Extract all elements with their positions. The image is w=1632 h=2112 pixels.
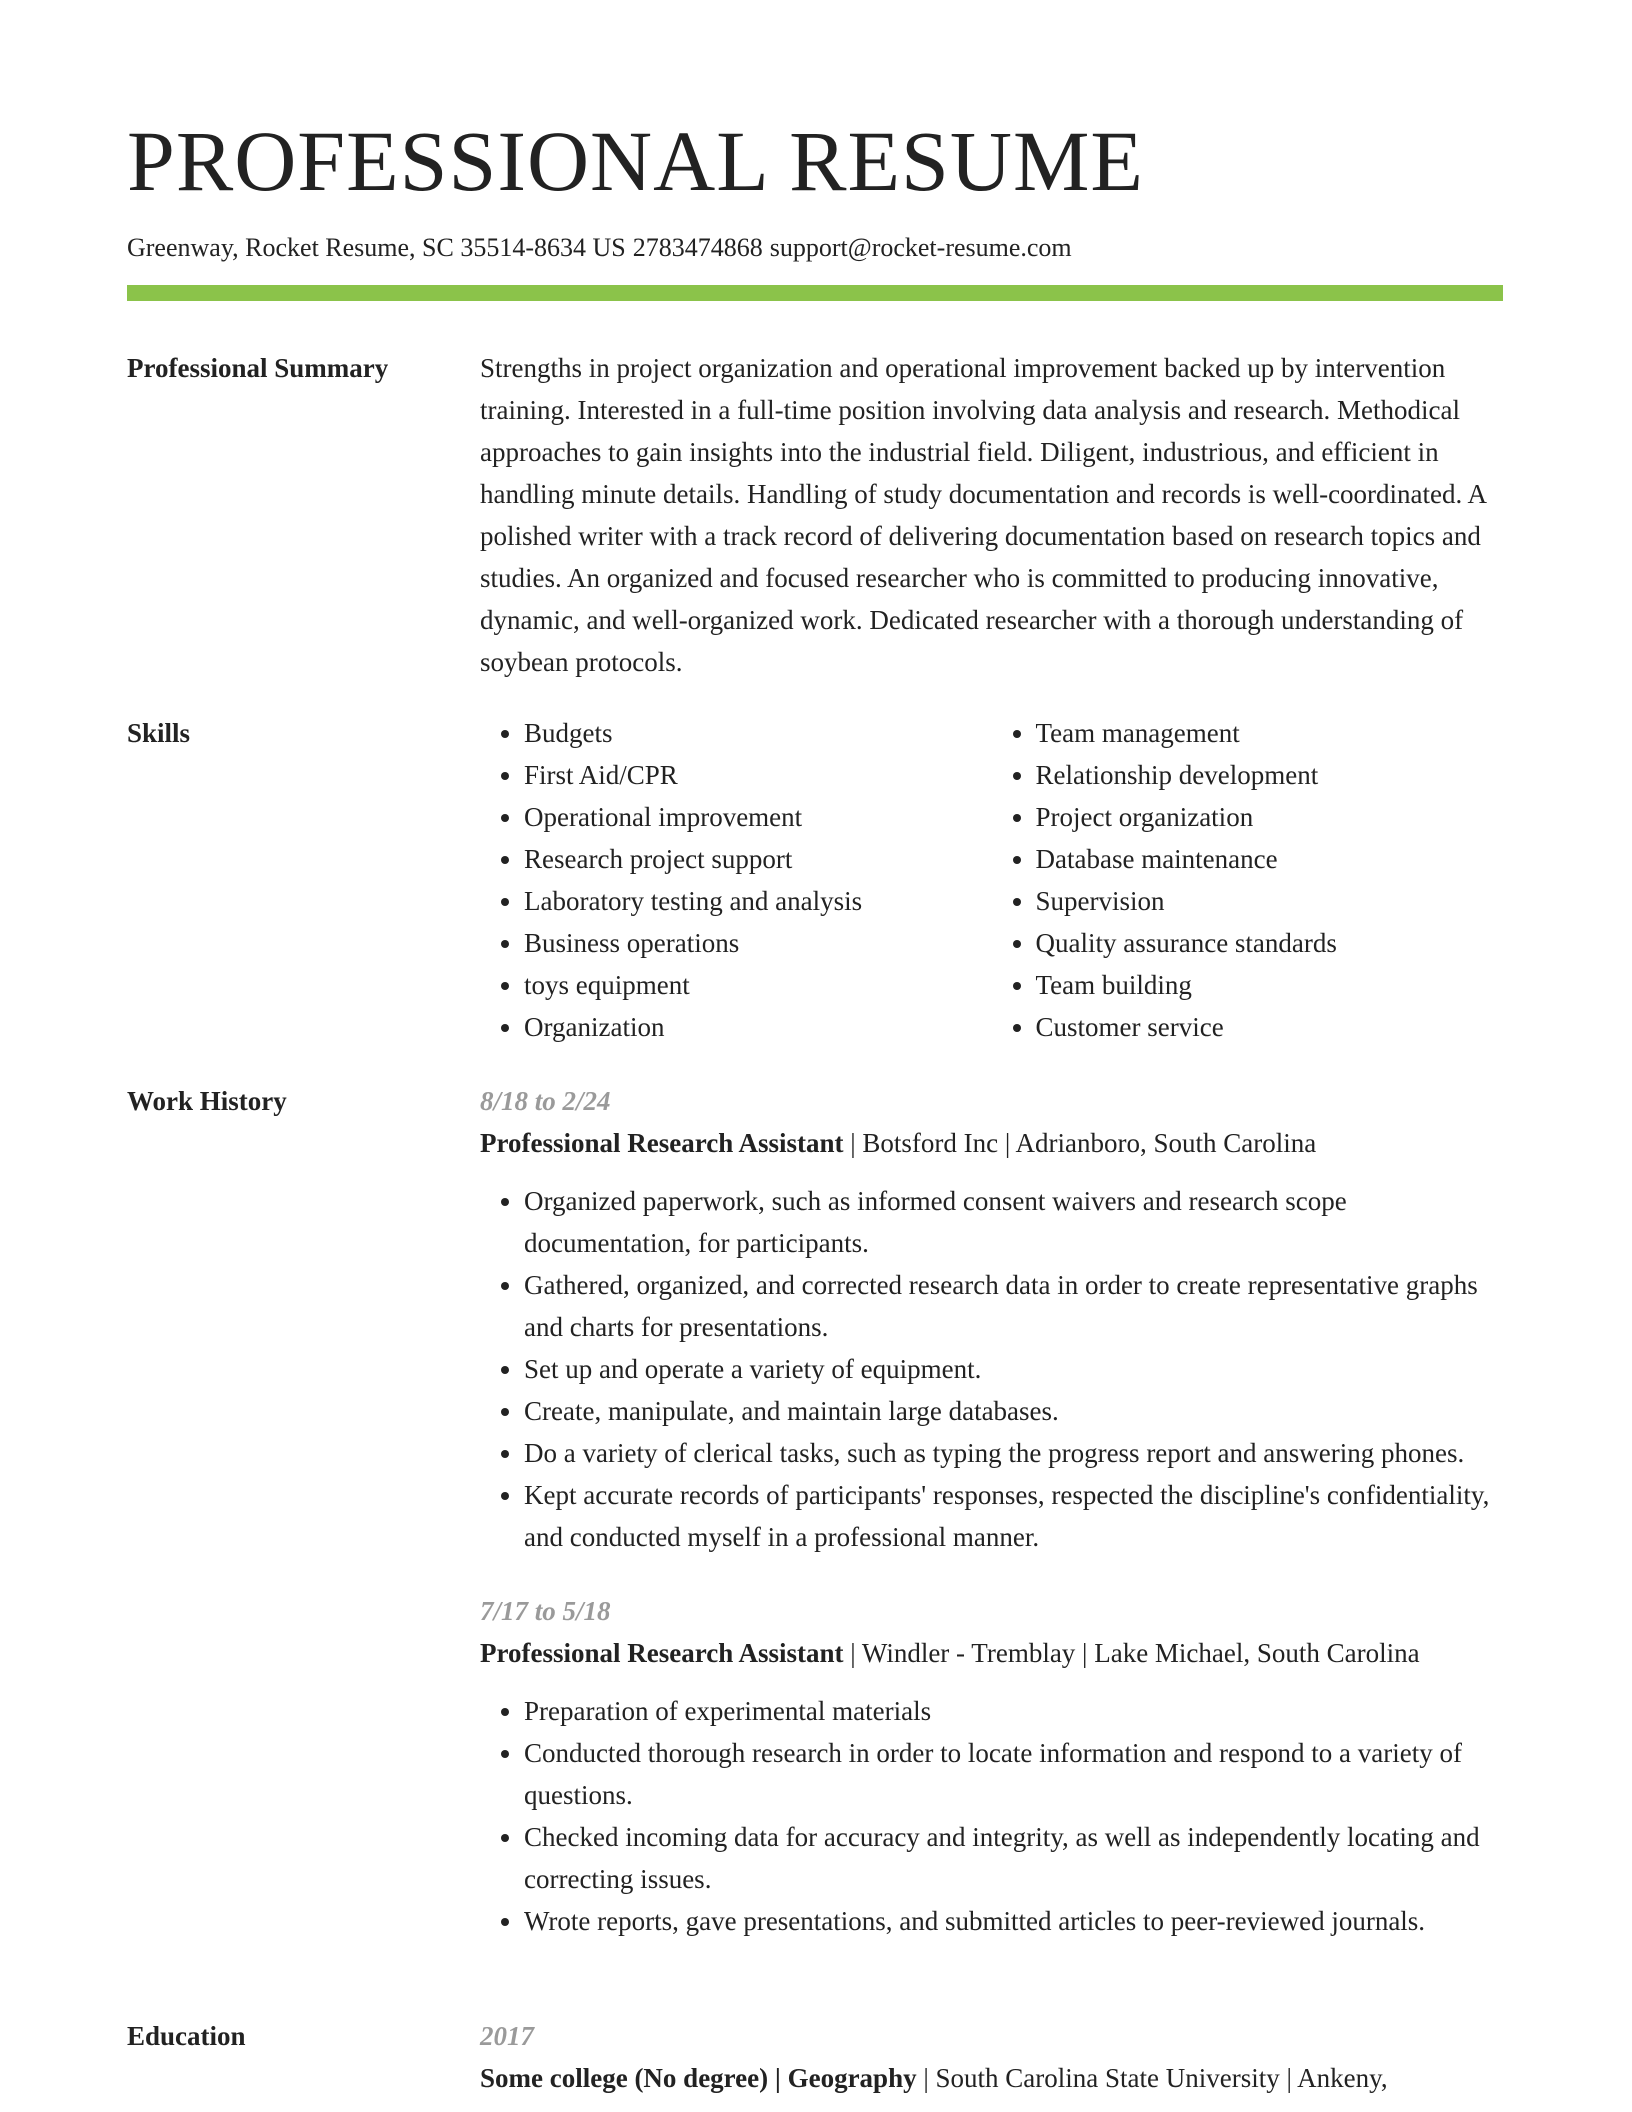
summary-heading: Professional Summary (127, 353, 389, 383)
job-bullet: • Create, manipulate, and maintain large databases. (524, 1390, 1503, 1432)
skills-heading: Skills (127, 718, 191, 748)
job-entry (480, 1080, 1503, 1558)
job-dates: 8/18 to 2/24 (480, 1086, 611, 1116)
education-degree: Some college (No degree) | Geography (480, 2063, 917, 2093)
job-bullet: • Gathered, organized, and corrected research data in order to create representative graphs and charts for presentations. (524, 1264, 1503, 1348)
skill-item: • Relationship development (1036, 754, 1504, 796)
skill-item: • toys equipment (524, 964, 992, 1006)
job-entry (480, 1590, 1503, 1942)
skill-item: • Quality assurance standards (1036, 922, 1504, 964)
contact-phone: 2783474868 (632, 233, 763, 262)
job-heading (480, 1122, 1503, 1164)
education-details: | South Carolina State University | Ankeny, (916, 2063, 1388, 2093)
education-heading-line (480, 2057, 1503, 2099)
skill-item: • First Aid/CPR (524, 754, 992, 796)
job-bullet: • Do a variety of clerical tasks, such as typing the progress report and answering phones. (524, 1432, 1503, 1474)
job-details: | Botsford Inc | Adrianboro, South Carolina (843, 1128, 1317, 1158)
skill-item: • Team building (1036, 964, 1504, 1006)
job-bullet: • Checked incoming data for accuracy and integrity, as well as independently locating and correcting issues. (524, 1816, 1503, 1900)
job-bullets (480, 1690, 1503, 1942)
skill-item: • Business operations (524, 922, 992, 964)
skill-item: • Team management (1036, 712, 1504, 754)
job-bullet: • Preparation of experimental materials (524, 1690, 1503, 1732)
job-bullets (480, 1180, 1503, 1558)
skill-item: • Research project support (524, 838, 992, 880)
skill-item: • Organization (524, 1006, 992, 1048)
contact-email: support@rocket-resume.com (769, 233, 1072, 262)
skills-list-left (480, 712, 992, 1048)
summary-text: Strengths in project organization and operational improvement backed up by intervention training. Interested in a full-time position involving data analysis and research. Methodical approaches to gain insights into the industrial field. Diligent, industrious, and efficient in handling minute details. Handling of study documentation and records is well-coordinated. A polished writer with a track record of delivering documentation based on research topics and studies. An organized and focused researcher who is committed to producing innovative, dynamic, and well-organized work. Dedicated researcher with a thorough understanding of soybean protocols. (480, 353, 1486, 677)
job-bullet: • Wrote reports, gave presentations, and submitted articles to peer-reviewed journals. (524, 1900, 1503, 1942)
education-heading: Education (127, 2021, 246, 2051)
skill-item: • Project organization (1036, 796, 1504, 838)
header-divider (127, 285, 1503, 301)
skill-item: • Operational improvement (524, 796, 992, 838)
resume-title: PROFESSIONAL RESUME (127, 113, 1144, 209)
skill-item: • Supervision (1036, 880, 1504, 922)
work-history-heading: Work History (127, 1086, 287, 1116)
job-bullet: • Kept accurate records of participants' responses, respected the discipline's confidentiality, and conducted myself in a professional manner. (524, 1474, 1503, 1558)
skill-item: • Database maintenance (1036, 838, 1504, 880)
job-title: Professional Research Assistant (480, 1638, 844, 1668)
education-year: 2017 (480, 2021, 534, 2051)
job-details: | Windler - Tremblay | Lake Michael, South Carolina (843, 1638, 1420, 1668)
skills-list-right (992, 712, 1504, 1048)
job-bullet: • Conducted thorough research in order to locate information and respond to a variety of questions. (524, 1732, 1503, 1816)
job-dates: 7/17 to 5/18 (480, 1596, 611, 1626)
job-bullet: • Organized paperwork, such as informed consent waivers and research scope documentation, for participants. (524, 1180, 1503, 1264)
contact-line (127, 232, 1072, 263)
job-heading (480, 1632, 1503, 1674)
skill-item: • Laboratory testing and analysis (524, 880, 992, 922)
skill-item: • Budgets (524, 712, 992, 754)
job-title: Professional Research Assistant (480, 1128, 844, 1158)
contact-address: Greenway, Rocket Resume, SC 35514-8634 US (127, 233, 626, 262)
skill-item: • Customer service (1036, 1006, 1504, 1048)
job-bullet: • Set up and operate a variety of equipment. (524, 1348, 1503, 1390)
